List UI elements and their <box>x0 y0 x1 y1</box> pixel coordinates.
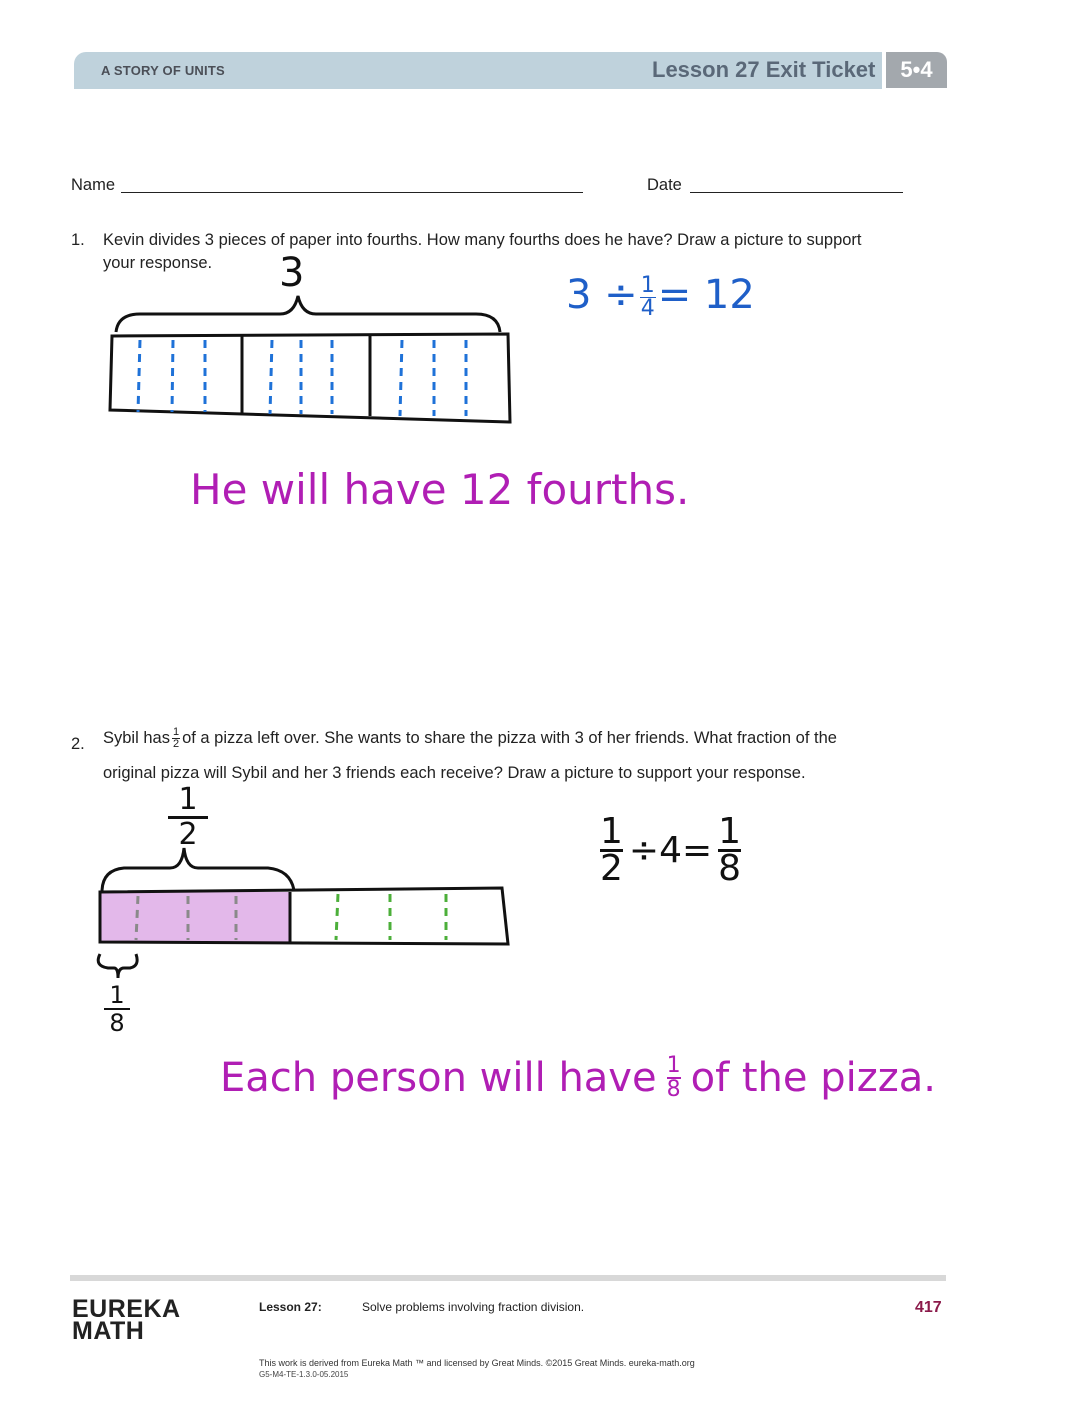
document-code: G5-M4-TE-1.3.0-05.2015 <box>259 1370 349 1379</box>
q1-text-line1: Kevin divides 3 pieces of paper into fourths. How many fourths does he have? Draw a picture to support <box>103 231 862 249</box>
eureka-math-logo: EUREKA MATH <box>72 1295 181 1345</box>
q2-eq-fraction-b: $\frac{1}{8}$ <box>718 811 742 889</box>
q2-eq-operator: ÷4= <box>628 830 713 871</box>
q2-brace <box>102 848 294 892</box>
q2-tape-diagram <box>88 840 518 1040</box>
q1-equation <box>566 272 755 320</box>
lesson-title: Lesson 27 Exit Ticket <box>652 57 876 82</box>
q1-handwritten-answer: He will have 12 fourths. <box>190 465 690 514</box>
license-text: This work is derived from Eureka Math ™ and licensed by Great Minds. ©2015 Great Minds. eureka-math.org <box>259 1358 695 1368</box>
q1-brace-label: 3 <box>279 250 305 296</box>
q2-equation <box>600 811 742 889</box>
q2-green-dashes <box>336 894 446 940</box>
q2-text-line2: original pizza will Sybil and her 3 friends each receive? Draw a picture to support your response. <box>103 764 806 782</box>
q1-eq-part-a: 3 ÷ <box>566 272 638 318</box>
q1-tape-diagram <box>100 290 520 430</box>
name-label: Name <box>71 176 116 194</box>
q2-brace-fraction: 1 2 <box>168 784 208 851</box>
footer-lesson-label: Lesson 27: <box>259 1300 322 1314</box>
q2-small-fraction: 1 8 <box>104 982 130 1036</box>
q1-tape-outline <box>110 334 510 422</box>
q1-text-line2: your response. <box>103 254 213 272</box>
q2-text-fraction: $\frac{1}{2}$ <box>172 726 180 750</box>
date-line[interactable] <box>690 178 903 193</box>
q1-brace <box>116 296 500 332</box>
name-line[interactable] <box>121 178 583 193</box>
q1-number: 1. <box>71 231 85 249</box>
q2-small-brace <box>98 954 137 978</box>
q1-eq-fraction: $\frac{1}{4}$ <box>640 272 655 321</box>
q1-eq-part-b: = 12 <box>657 272 755 318</box>
q2-answer-fraction: 1 8 <box>666 1053 681 1102</box>
page-number: 417 <box>915 1299 942 1316</box>
q2-handwritten-answer: Each person will have 1 8 of the pizza. <box>220 1053 936 1102</box>
q1-fourths-dashes <box>138 340 466 416</box>
q2-shaded-half <box>100 892 290 942</box>
footer-description: Solve problems involving fraction division. <box>362 1300 585 1314</box>
footer-rule <box>70 1275 946 1281</box>
date-label: Date <box>647 176 682 194</box>
series-title: A STORY OF UNITS <box>101 63 225 78</box>
q2-eq-fraction-a: $\frac{1}{2}$ <box>600 811 623 889</box>
q2-number: 2. <box>71 735 85 753</box>
q2-text-line1: Sybil has $\frac{1}{2}$ of a pizza left over. She wants to share the pizza with 3 of her friends. What fraction of the <box>103 726 837 750</box>
grade-module-badge: 5•4 <box>886 52 947 88</box>
